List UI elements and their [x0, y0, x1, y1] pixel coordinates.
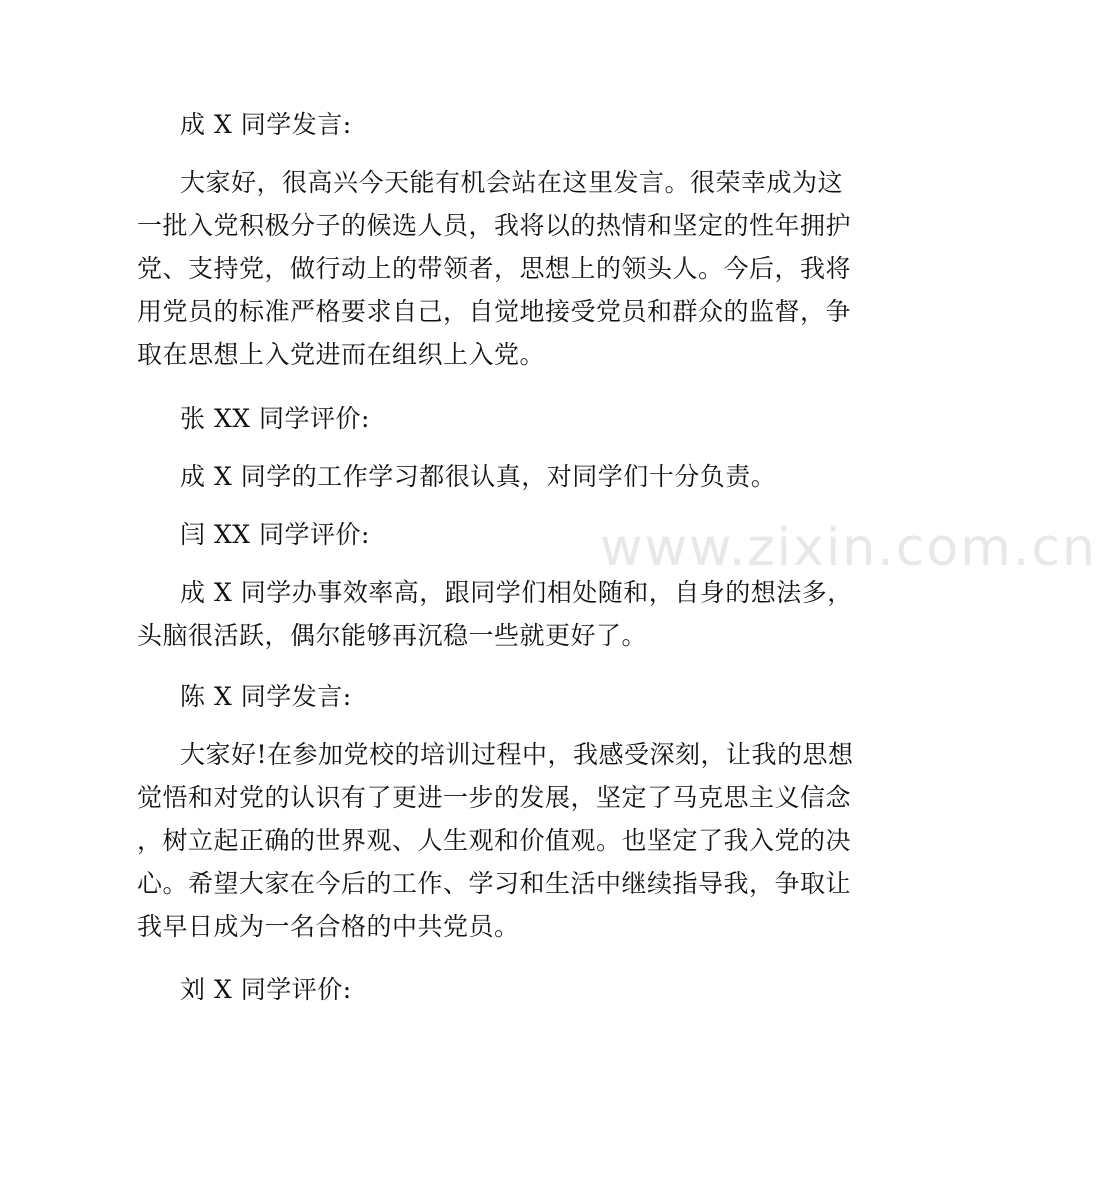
paragraph-line: 头脑很活跃，偶尔能够再沉稳一些就更好了。	[137, 621, 648, 650]
paragraph-line: 心。希望大家在今后的工作、学习和生活中继续指导我，争取让	[137, 869, 852, 898]
paragraph-line: 闫 XX 同学评价:	[180, 520, 370, 549]
paragraph-line: 成 X 同学办事效率高，跟同学们相处随和，自身的想法多，	[180, 578, 853, 607]
paragraph-line: 成 X 同学的工作学习都很认真，对同学们十分负责。	[180, 462, 777, 491]
paragraph-line: 陈 X 同学发言:	[180, 682, 352, 711]
paragraph-line: 党、支持党，做行动上的带领者，思想上的领头人。今后，我将	[137, 254, 852, 283]
watermark: www.zixin.com.cn	[600, 518, 1097, 578]
paragraph-line: ，树立起正确的世界观、人生观和价值观。也坚定了我入党的决	[137, 826, 852, 855]
paragraph-line: 用党员的标准严格要求自己，自觉地接受党员和群众的监督，争	[137, 297, 852, 326]
paragraph-line: 大家好，很高兴今天能有机会站在这里发言。很荣幸成为这	[180, 168, 844, 197]
paragraph-line: 取在思想上入党进而在组织上入党。	[137, 340, 546, 369]
paragraph-line: 成 X 同学发言:	[180, 110, 352, 139]
paragraph-line: 一批入党积极分子的候选人员，我将以的热情和坚定的性年拥护	[137, 211, 852, 240]
paragraph-line: 大家好!在参加党校的培训过程中，我感受深刻，让我的思想	[180, 740, 854, 769]
paragraph-line: 觉悟和对党的认识有了更进一步的发展，坚定了马克思主义信念	[137, 783, 852, 812]
paragraph-line: 我早日成为一名合格的中共党员。	[137, 912, 520, 941]
paragraph-line: 张 XX 同学评价:	[180, 404, 370, 433]
paragraph-line: 刘 X 同学评价:	[180, 975, 352, 1004]
